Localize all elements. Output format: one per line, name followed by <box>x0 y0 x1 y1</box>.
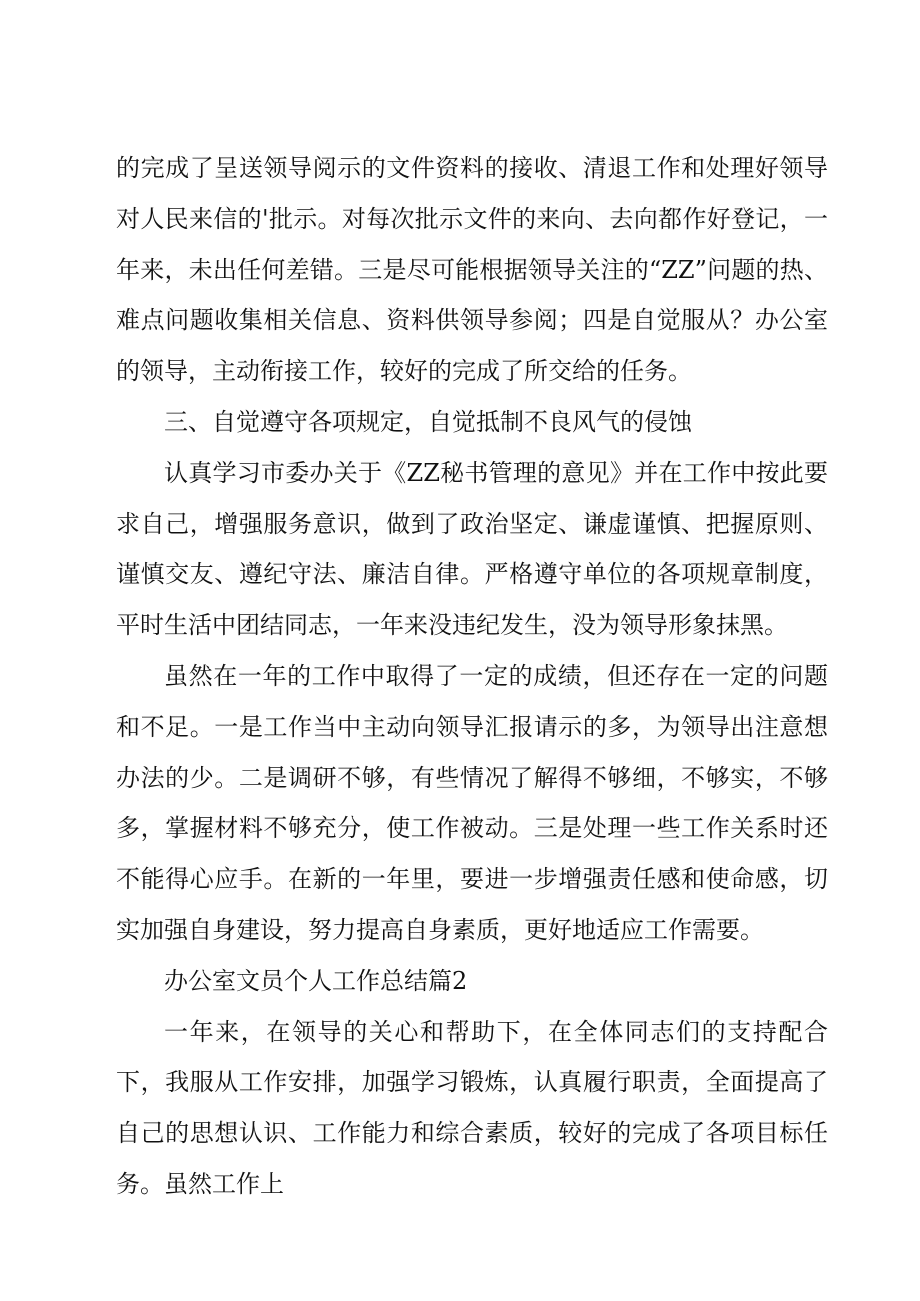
paragraph-year-summary: 一年来，在领导的关心和帮助下，在全体同志们的支持配合下，我服从工作安排，加强学习锻炼，认真履行职责，全面提高了自己的思想认识、工作能力和综合素质，较好的完成了各项目标任务。虽然工作上 <box>116 1017 828 1198</box>
paragraph-shortcomings: 虽然在一年的工作中取得了一定的成绩，但还存在一定的问题和不足。一是工作当中主动向领导汇报请示的多，为领导出注意想办法的少。二是调研不够，有些情况了解得不够细，不够实，不够多，掌握材料不够充分，使工作被动。三是处理一些工作关系时还不能得心应手。在新的一年里，要进一步增强责任感和使命感，切实加强自身建设，努力提高自身素质，更好地适应工作需要。 <box>116 661 828 944</box>
section-heading-three: 三、自觉遵守各项规定，自觉抵制不良风气的侵蚀 <box>164 407 692 436</box>
paragraph-study-rules: 认真学习市委办关于《ZZ秘书管理的意见》并在工作中按此要求自己，增强服务意识，做到了政治坚定、谦虚谨慎、把握原则、谨慎交友、遵纪守法、廉洁自律。严格遵守单位的各项规章制度，平时生活中团结同志，一年来没违纪发生，没为领导形象抹黑。 <box>116 458 828 640</box>
document-body <box>116 143 828 1210</box>
article-title-part-two: 办公室文员个人工作总结篇2 <box>164 966 468 995</box>
paragraph-continuation: 的完成了呈送领导阅示的文件资料的接收、清退工作和处理好领导对人民来信的'批示。对每次批示文件的来向、去向都作好登记，一年来，未出任何差错。三是尽可能根据领导关注的“ZZ”问题的热、难点问题收集相关信息、资料供领导参阅；四是自觉服从？办公室的领导，主动衔接工作，较好的完成了所交给的任务。 <box>116 154 828 386</box>
